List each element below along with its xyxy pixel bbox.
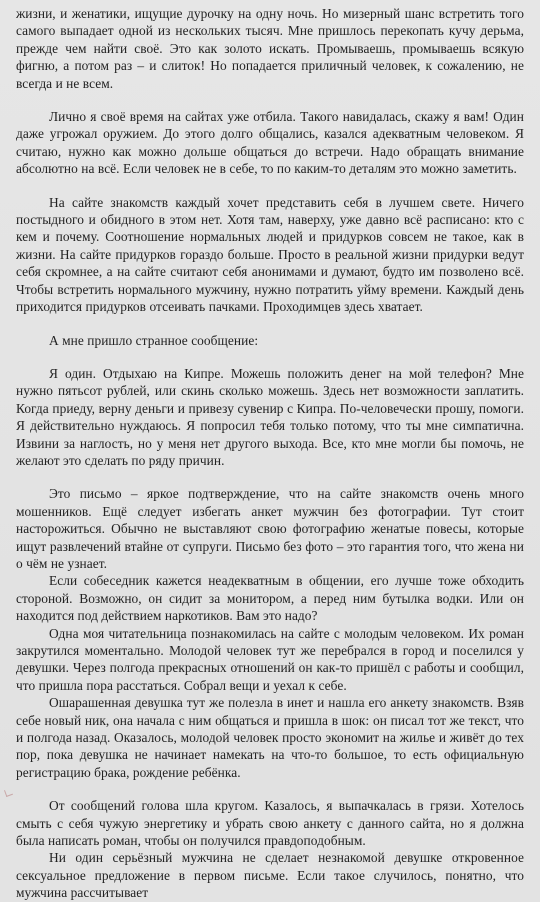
paragraph: жизни, и женатики, ищущие дурочку на одну ночь. Но мизерный шанс встретить того самого выпадает одной из нескольких тысяч. Мне пришлось перекопать кучу дерьма, прежде чем найти своё. Это как золото искать. Промываешь, промываешь всякую фигню, а потом раз – и слиток! Но попадается приличный человек, к сожалению, не всегда и не всем.: [16, 6, 524, 91]
page-corner-mark: [4, 788, 13, 797]
quoted-message: Я один. Отдыхаю на Кипре. Можешь положить денег на мой телефон? Мне нужно пятьсот рублей, или скинь сколько можешь. Здесь нет возможности заплатить. Когда приеду, верну деньги и привезу сувенир с Кипра. По-человечески прошу, помоги. Я действительно нуждаюсь. Я попросил тебя только потому, что ты мне симпатична. Извини за наглость, но у меня нет другого выхода. Все, кто мне могли бы помочь, не желают это сделать по ряду причин.: [16, 365, 524, 468]
paragraph: Если собеседник кажется неадекватным в общении, его лучше тоже обходить стороной. Возможно, он сидит за монитором, а перед ним бутылка водки. Или он находится под действием наркотиков. Вам это надо?: [16, 573, 524, 624]
paragraph: Одна моя читательница познакомилась на сайте с молодым человеком. Их роман закрутился моментально. Молодой человек тут же перебрался в город и поселился у девушки. Через полгода прекрасных отношений он как-то пришёл с работы и сообщил, что пришла пора расстаться. Собрал вещи и уехал к себе.: [16, 625, 524, 693]
paragraph: На сайте знакомств каждый хочет представить себя в лучшем свете. Ничего постыдного и обидного в этом нет. Хотя там, наверху, уже давно всё расписано: кто с кем и почему. Соотношение нормальных людей и придурков совсем не такое, как в жизни. На сайте придурков гораздо больше. Просто в реальной жизни придурки ведут себя скромнее, а на сайте считают себя анонимами и думают, будто им позволено всё. Чтобы встретить нормального мужчину, нужно потратить уйму времени. Каждый день приходится придурков отсеивать пачками. Проходимцев здесь хватает.: [16, 194, 524, 315]
document-text: [16, 5, 524, 902]
paragraph: Ошарашенная девушка тут же полезла в инет и нашла его анкету знакомств. Взяв себе новый ник, она начала с ним общаться и пришла в шок: он писал тот же текст, что и полгода назад. Оказалось, молодой человек просто экономит на жилье и живёт до тех пор, пока девушка не начинает намекать на что-то большое, то есть официальную регистрацию брака, рождение ребёнка.: [16, 695, 524, 780]
paragraph: Ни один серьёзный мужчина не сделает незнакомой девушке откровенное сексуальное предложение в первом письме. Если такое случилось, понятно, что мужчина рассчитывает: [16, 850, 524, 901]
paragraph: Это письмо – яркое подтверждение, что на сайте знакомств очень много мошенников. Ещё следует избегать анкет мужчин без фотографии. Тут стоит насторожиться. Обычно не выставляют свою фотографию женатые повесы, которые ищут развлечений втайне от супруги. Письмо без фото – это гарантия того, что жена ни о чём не узнает.: [16, 486, 524, 571]
paragraph: А мне пришло странное сообщение:: [49, 332, 259, 348]
paragraph: Лично я своё время на сайтах уже отбила. Такого навидалась, скажу я вам! Один даже угрожал оружием. До этого долго общались, казался адекватным человеком. Я считаю, нужно как можно дольше общаться до встречи. Надо обращать внимание абсолютно на всё. Если человек не в себе, то по каким-то деталям это можно заметить.: [16, 109, 524, 177]
paragraph: От сообщений голова шла кругом. Казалось, я выпачкалась в грязи. Хотелось смыть с себя чужую энергетику и убрать свою анкету с данного сайта, но я должна была написать роман, чтобы он получился правдоподобным.: [16, 798, 524, 849]
